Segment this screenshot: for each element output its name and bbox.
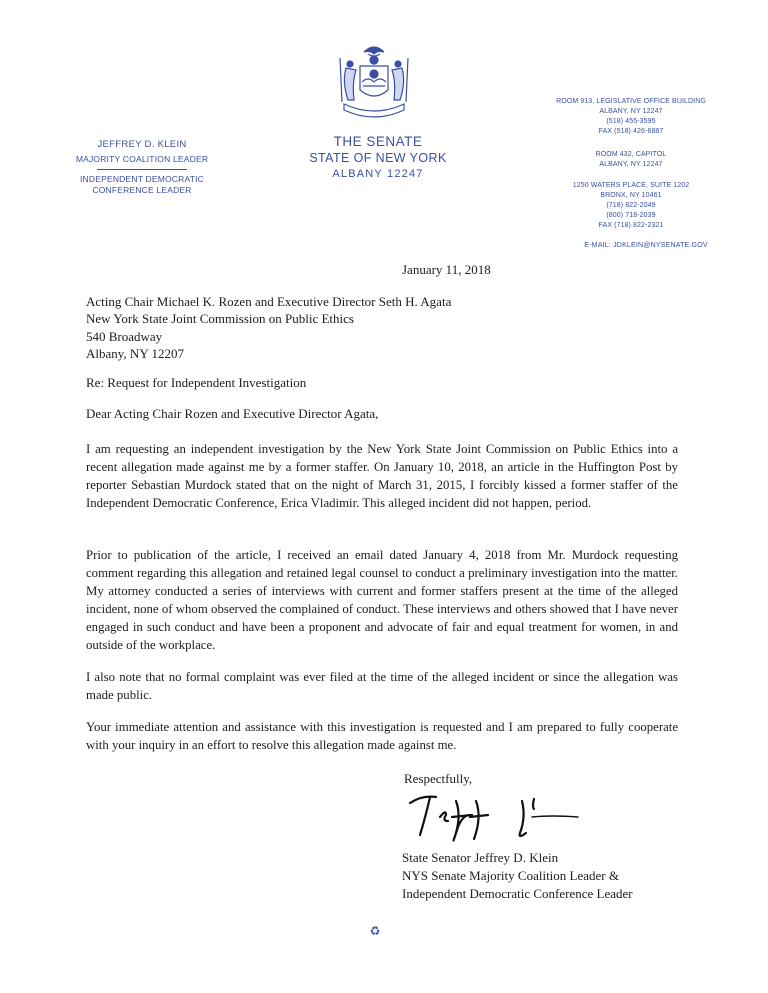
senate-heading	[288, 134, 468, 180]
address-line: ROOM 432, CAPITOL	[595, 151, 667, 158]
address-line: FAX (518) 426-6887	[598, 128, 664, 135]
signature-line: NYS Senate Majority Coalition Leader &	[402, 868, 619, 883]
subject-line: Re: Request for Independent Investigation	[86, 375, 307, 390]
sender-name: JEFFREY D. KLEIN	[97, 139, 187, 150]
body-paragraph: I also note that no formal complaint was ever filed at the time of the alleged incident or since the allegation was made public.	[86, 670, 678, 702]
handwritten-signature	[402, 787, 592, 847]
closing: Respectfully,	[404, 771, 473, 786]
body-paragraph: Prior to publication of the article, I received an email dated January 4, 2018 from Mr. Murdock requesting comment regarding this allegation and retained legal counsel to conduct a preliminary investigation into the matter. My attorney conducted a series of interviews with current and former staffers present at the time of the alleged incident, none of whom observed the complained of conduct. These interviews and others showed that I have never engaged in such conduct and have been a proponent and advocate of fair and equal treatment for women, in and outside of the workplace.	[86, 548, 678, 652]
address-line: ALBANY, NY 12247	[599, 108, 663, 115]
senate-line: THE SENATE	[333, 134, 423, 149]
sender-org-line: INDEPENDENT DEMOCRATIC	[79, 174, 205, 184]
recipient-block	[86, 293, 451, 363]
signature-line: Independent Democratic Conference Leader	[402, 886, 633, 901]
letter-date: January 11, 2018	[402, 262, 491, 277]
address-line: ALBANY, NY 12247	[599, 161, 663, 168]
sender-block	[42, 139, 242, 196]
office-address-capitol	[536, 150, 726, 170]
address-line: BRONX, NY 10461	[600, 192, 662, 199]
sender-title: MAJORITY COALITION LEADER	[75, 154, 209, 164]
address-line: (718) 822-2049	[606, 202, 656, 209]
address-line: FAX (718) 822-2321	[598, 222, 664, 229]
body-paragraph: Your immediate attention and assistance with this investigation is requested and I am prepared to fully cooperate with your inquiry in an effort to resolve this allegation made against me.	[86, 720, 678, 752]
salutation: Dear Acting Chair Rozen and Executive Director Agata,	[86, 406, 379, 421]
email-address: E-MAIL: JDKLEIN@NYSENATE.GOV	[584, 242, 708, 249]
senate-line: STATE OF NEW YORK	[309, 151, 447, 165]
recipient-line: Acting Chair Michael K. Rozen and Executive Director Seth H. Agata	[86, 294, 452, 309]
new-york-state-seal-icon	[330, 38, 418, 124]
recipient-line: Albany, NY 12207	[86, 346, 184, 362]
address-line: (800) 718-2039	[606, 212, 656, 219]
signature-block	[402, 849, 633, 903]
recipient-line: New York State Joint Commission on Public Ethics	[86, 311, 354, 327]
address-line: 1250 WATERS PLACE, SUITE 1202	[572, 182, 690, 189]
sender-divider	[97, 169, 187, 170]
sender-org-line: CONFERENCE LEADER	[92, 185, 192, 195]
office-address-bronx	[536, 181, 726, 231]
recipient-line: 540 Broadway	[86, 328, 163, 344]
address-line: ROOM 913, LEGISLATIVE OFFICE BUILDING	[556, 98, 706, 105]
body-paragraph: I am requesting an independent investigation by the New York State Joint Commission on Public Ethics into a recent allegation made against me by a former staffer. On January 10, 2018, an article in the Huffington Post by reporter Sebastian Murdock stated that on the night of March 31, 2015, I forcibly kissed a former staffer of the Independent Democratic Conference, Erica Vladimir. This alleged incident did not happen, period.	[86, 442, 678, 510]
recycle-icon: ♻	[369, 924, 381, 938]
signature-line: State Senator Jeffrey D. Klein	[402, 850, 559, 865]
address-line: (518) 455-3595	[606, 118, 656, 125]
senate-line: ALBANY 12247	[332, 168, 424, 180]
office-address-legislative	[536, 97, 726, 137]
